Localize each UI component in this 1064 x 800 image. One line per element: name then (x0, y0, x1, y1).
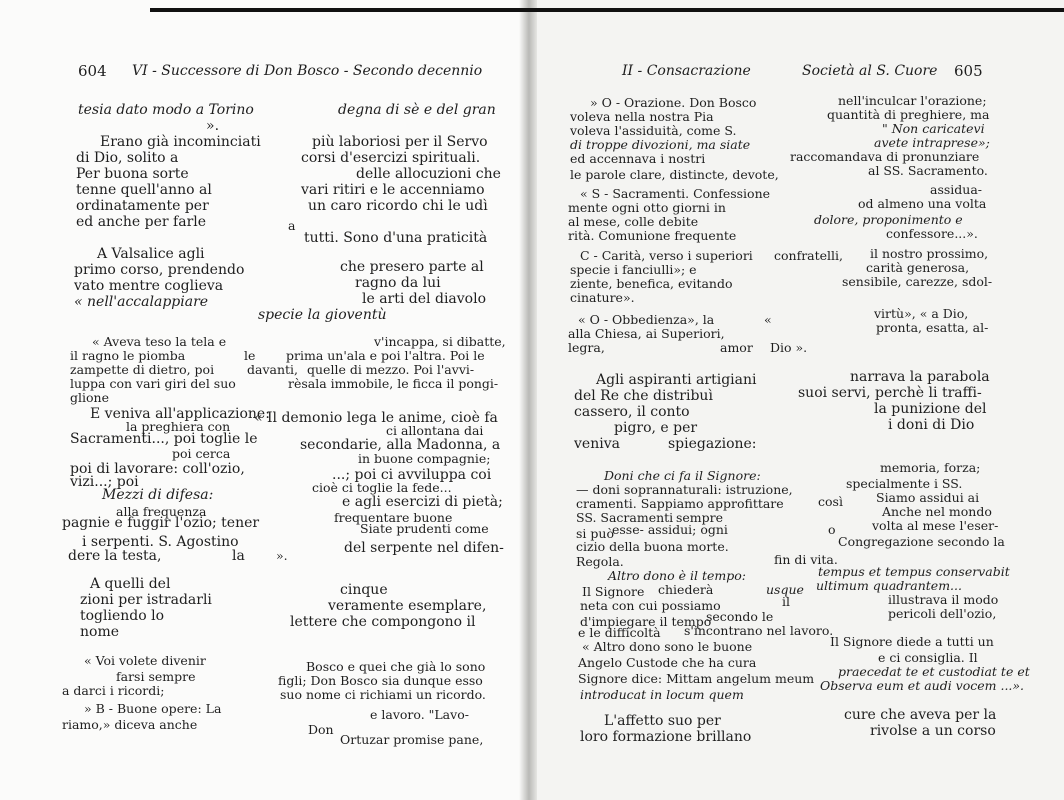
left-text-line: poi di lavorare: coll'ozio, (70, 461, 245, 477)
right-text-line: voleva nella nostra Pia (570, 109, 714, 124)
right-text-line: mente ogni otto giorni in (568, 200, 726, 215)
running-head-right: Società al S. Cuore (802, 63, 938, 79)
left-text-line: quelle di mezzo. Poi l'avvi- (307, 362, 475, 377)
left-text-line: in buone compagnie; (358, 451, 491, 466)
right-text-line: Agli aspiranti artigiani (596, 372, 757, 388)
right-text-line: del Re che distribuì (574, 388, 713, 404)
left-text-line: poi cerca (172, 446, 231, 461)
left-text-line: le arti del diavolo (362, 291, 487, 307)
left-text-line: veramente esemplare, (328, 598, 487, 614)
right-text-line: Anche nel mondo (882, 504, 992, 519)
right-text-line: rità. Comunione frequente (568, 228, 737, 243)
right-text-line: o (828, 522, 836, 537)
right-text-line: si può (576, 526, 614, 541)
right-text-line: ed accennava i nostri (570, 151, 706, 166)
right-text-line: ziente, benefica, evitando (570, 276, 733, 291)
right-text-line: raccomandava di pronunziare (790, 149, 980, 164)
right-text-line: — doni soprannaturali: istruzione, (576, 482, 793, 497)
right-text-line: « (764, 312, 772, 327)
left-text-line: corsi d'esercizi spirituali. (301, 150, 481, 166)
right-text-line: ultimum quadrantem... (816, 578, 962, 593)
right-text-line: volta al mese l'eser- (872, 518, 999, 533)
left-text-line: davanti, (247, 362, 299, 377)
right-text-line: Dio ». (770, 340, 808, 355)
right-text-line: il nostro prossimo, (870, 246, 989, 261)
left-text-line: ed anche per farle (76, 214, 207, 230)
right-text-line: pronta, esatta, al- (876, 320, 989, 335)
right-text-line: Signore dice: Mittam angelum meum (578, 671, 815, 686)
right-text-line: e le difficoltà (578, 625, 661, 640)
left-text-line: Don (308, 722, 334, 737)
left-text-line: la preghiera con (126, 419, 231, 434)
left-text-line: frequentare buone (334, 510, 453, 525)
left-text-line: degna di sè e del gran (338, 102, 496, 118)
right-text-line: legra, (568, 340, 605, 355)
right-text-line: voleva l'assiduità, come S. (570, 123, 737, 138)
right-text-line: memoria, forza; (880, 460, 981, 475)
left-text-line: specie la gioventù (258, 307, 387, 323)
left-text-line: pagnie e fuggir l'ozio; tener (62, 515, 260, 531)
right-text-line: suoi servi, perchè li traffi- (798, 385, 982, 401)
left-text-line: secondarie, alla Madonna, a (300, 437, 501, 453)
left-text-line: rèsala immobile, le ficca il pongi- (288, 376, 499, 391)
left-text-line: » B - Buone opere: La (84, 701, 222, 716)
left-text-line: ci allontana dai (386, 423, 484, 438)
left-text-line: zampette di dietro, poi (70, 362, 215, 377)
right-text-line: Regola. (576, 554, 624, 569)
right-text-line: neta con cui possiamo (580, 598, 721, 613)
left-page (0, 0, 528, 800)
right-text-line: Altro dono è il tempo: (608, 568, 746, 583)
right-text-line: chiederà (658, 582, 714, 597)
left-text-line: ». (206, 118, 220, 134)
left-text-line: di Dio, solito a (76, 150, 179, 166)
right-text-line: illustrava il modo (888, 592, 999, 607)
left-text-line: v'incappa, si dibatte, (374, 334, 506, 349)
left-text-line: cioè ci toglie la fede... (312, 480, 452, 495)
left-text-line: A quelli del (90, 576, 171, 592)
left-text-line: togliendo lo (80, 608, 165, 624)
left-text-line: Erano già incominciati (100, 134, 261, 150)
right-text-line: specialmente i SS. (846, 476, 963, 491)
right-text-line: praecedat te et custodiat te et (838, 664, 1030, 679)
left-text-line: un caro ricordo chi le udì (308, 198, 488, 214)
right-text-line: Siamo assidui ai (876, 490, 980, 505)
left-text-line: zioni per istradarli (80, 592, 212, 608)
right-page (528, 0, 1064, 800)
left-text-line: vato mentre coglieva (74, 278, 224, 294)
left-text-line: « Voi volete divenir (84, 653, 206, 668)
left-text-line: del serpente nel difen- (344, 540, 504, 556)
running-head-left: VI - Successore di Don Bosco - Secondo decennio (132, 63, 483, 79)
running-head-center: II - Consacrazione (622, 63, 751, 79)
left-text-line: glione (70, 390, 109, 405)
left-text-line: E veniva all'applicazione: (90, 406, 270, 422)
left-text-line: la (232, 548, 245, 564)
left-text-line: figli; Don Bosco sia dunque esso (278, 673, 483, 688)
left-text-line: i serpenti. S. Agostino (82, 534, 239, 550)
right-text-line: virtù», « a Dio, (874, 306, 969, 321)
right-text-line: cizio della buona morte. (576, 539, 729, 554)
right-text-line: « O - Obbedienza», la (578, 312, 715, 327)
right-text-line: « Altro dono sono le buone (582, 639, 753, 654)
right-text-line: od almeno una volta (858, 196, 987, 211)
right-text-line: cassero, il conto (574, 404, 690, 420)
left-text-line: luppa con vari giri del suo (70, 376, 236, 391)
right-text-line: Il Signore diede a tutti un (830, 634, 994, 649)
right-text-line: così (818, 494, 843, 509)
right-text-line: confratelli, (774, 248, 844, 263)
left-text-line: cinque (340, 582, 388, 598)
left-text-line: riamo,» diceva anche (62, 717, 198, 732)
right-text-line: carità generosa, (866, 260, 970, 275)
left-text-line: farsi sempre (116, 669, 196, 684)
right-text-line: assidua- (930, 182, 983, 197)
left-text-line: ordinatamente per (76, 198, 209, 214)
left-text-line: Siate prudenti come (360, 521, 489, 536)
left-text-line: ». (276, 548, 288, 563)
right-text-line: s'incontrano nel lavoro. (684, 623, 834, 638)
left-text-line: « Aveva teso la tela e (92, 334, 227, 349)
right-text-line: usque (766, 582, 804, 597)
left-text-line: tenne quell'anno al (76, 182, 212, 198)
left-text-line: ragno da lui (355, 275, 441, 291)
right-text-line: fin di vita. (774, 552, 838, 567)
left-text-line: primo corso, prendendo (74, 262, 245, 278)
right-text-line: secondo le (706, 609, 774, 624)
page-number-left: 604 (78, 62, 107, 80)
right-text-line: veniva (574, 436, 620, 452)
right-text-line: C - Carità, verso i superiori (580, 248, 753, 263)
right-text-line: rivolse a un corso (870, 723, 996, 739)
left-text-line: Mezzi di difesa: (102, 487, 214, 503)
right-text-line: esse- assidui; ogni (612, 522, 728, 537)
right-text-line: nell'inculcar l'orazione; (838, 93, 987, 108)
right-text-line: spiegazione: (668, 436, 757, 452)
right-text-line: sempre (676, 510, 724, 525)
right-text-line: " Non caricatevi (882, 121, 985, 136)
left-text-line: il ragno le piomba (70, 348, 186, 363)
right-text-line: d'impiegare il tempo (580, 614, 712, 629)
right-text-line: specie i fanciulli»; e (570, 262, 697, 277)
left-text-line: dere la testa, (68, 548, 162, 564)
left-text-line: nome (80, 624, 120, 640)
right-text-line: cinature». (570, 290, 635, 305)
left-text-line: suo nome ci richiami un ricordo. (280, 687, 486, 702)
right-text-line: cramenti. Sappiamo approfittare (576, 496, 784, 511)
right-text-line: confessore...». (886, 226, 978, 241)
left-text-line: le (244, 348, 256, 363)
right-text-line: al mese, colle debite (568, 214, 699, 229)
right-text-line: Angelo Custode che ha cura (578, 655, 757, 670)
right-text-line: amor (720, 340, 753, 355)
right-text-line: le parole clare, distincte, devote, (570, 167, 779, 182)
left-text-line: che presero parte al (340, 259, 484, 275)
left-text-line: e agli esercizi di pietà; (342, 494, 503, 510)
right-text-line: « S - Sacramenti. Confessione (580, 186, 771, 201)
left-text-line: e lavoro. "Lavo- (370, 707, 469, 722)
right-text-line: SS. Sacramenti (576, 510, 674, 525)
left-text-line: A Valsalice agli (97, 246, 205, 262)
right-text-line: introducat in locum quem (580, 687, 744, 702)
left-text-line: alla frequenza (116, 504, 207, 519)
left-text-line: a darci i ricordi; (62, 683, 165, 698)
left-text-line: delle allocuzioni che (356, 166, 501, 182)
right-text-line: dolore, proponimento e (814, 212, 963, 227)
right-text-line: al SS. Sacramento. (868, 163, 988, 178)
right-text-line: cure che aveva per la (844, 707, 997, 723)
left-text-line: tesia dato modo a Torino (78, 102, 254, 118)
left-text-line: ...; poi ci avviluppa coi (332, 467, 492, 483)
right-text-line: e ci consiglia. Il (878, 650, 978, 665)
right-text-line: il (782, 594, 790, 609)
left-text-line: più laboriosi per il Servo (312, 134, 488, 150)
left-text-line: tutti. Sono d'una praticità (304, 230, 488, 246)
right-text-line: pigro, e per (614, 420, 698, 436)
right-text-line: loro formazione brillano (580, 729, 752, 745)
right-text-line: Doni che ci fa il Signore: (604, 468, 761, 483)
right-text-line: di troppe divozioni, ma siate (570, 137, 751, 152)
right-text-line: la punizione del (874, 401, 987, 417)
left-text-line: Sacramenti..., poi toglie le (70, 431, 258, 447)
left-text-line: vizi...; poi (70, 474, 139, 490)
right-text-line: Congregazione secondo la (838, 534, 1005, 549)
right-text-line: quantità di preghiere, ma (827, 107, 990, 122)
right-text-line: Il Signore (582, 584, 645, 599)
left-text-line: Per buona sorte (76, 166, 189, 182)
right-text-line: Observa eum et audi vocem ...». (820, 678, 1025, 693)
left-text-line: Ortuzar promise pane, (340, 732, 484, 747)
right-text-line: narrava la parabola (850, 369, 990, 385)
left-text-line: vari ritiri e le accenniamo (301, 182, 485, 198)
right-text-line: tempus et tempus conservabit (818, 564, 1010, 579)
left-text-line: a (288, 218, 296, 233)
book-gutter (519, 0, 537, 800)
right-text-line: avete intraprese»; (874, 135, 990, 150)
left-text-line: « nell'accalappiare (74, 294, 209, 310)
left-text-line: prima un'ala e poi l'altra. Poi le (286, 348, 485, 363)
right-text-line: L'affetto suo per (604, 713, 721, 729)
scan-top-edge (150, 8, 1064, 12)
right-text-line: i doni di Dio (888, 417, 975, 433)
right-text-line: » O - Orazione. Don Bosco (590, 95, 757, 110)
left-text-line: « Il demonio lega le anime, cioè fa (254, 410, 498, 426)
right-text-line: pericoli dell'ozio, (888, 606, 997, 621)
page-number-right: 605 (954, 62, 983, 80)
left-text-line: Bosco e quei che già lo sono (306, 659, 486, 674)
right-text-line: sensibile, carezze, sdol- (842, 274, 993, 289)
right-text-line: alla Chiesa, ai Superiori, (568, 326, 725, 341)
left-text-line: lettere che compongono il (290, 614, 476, 630)
